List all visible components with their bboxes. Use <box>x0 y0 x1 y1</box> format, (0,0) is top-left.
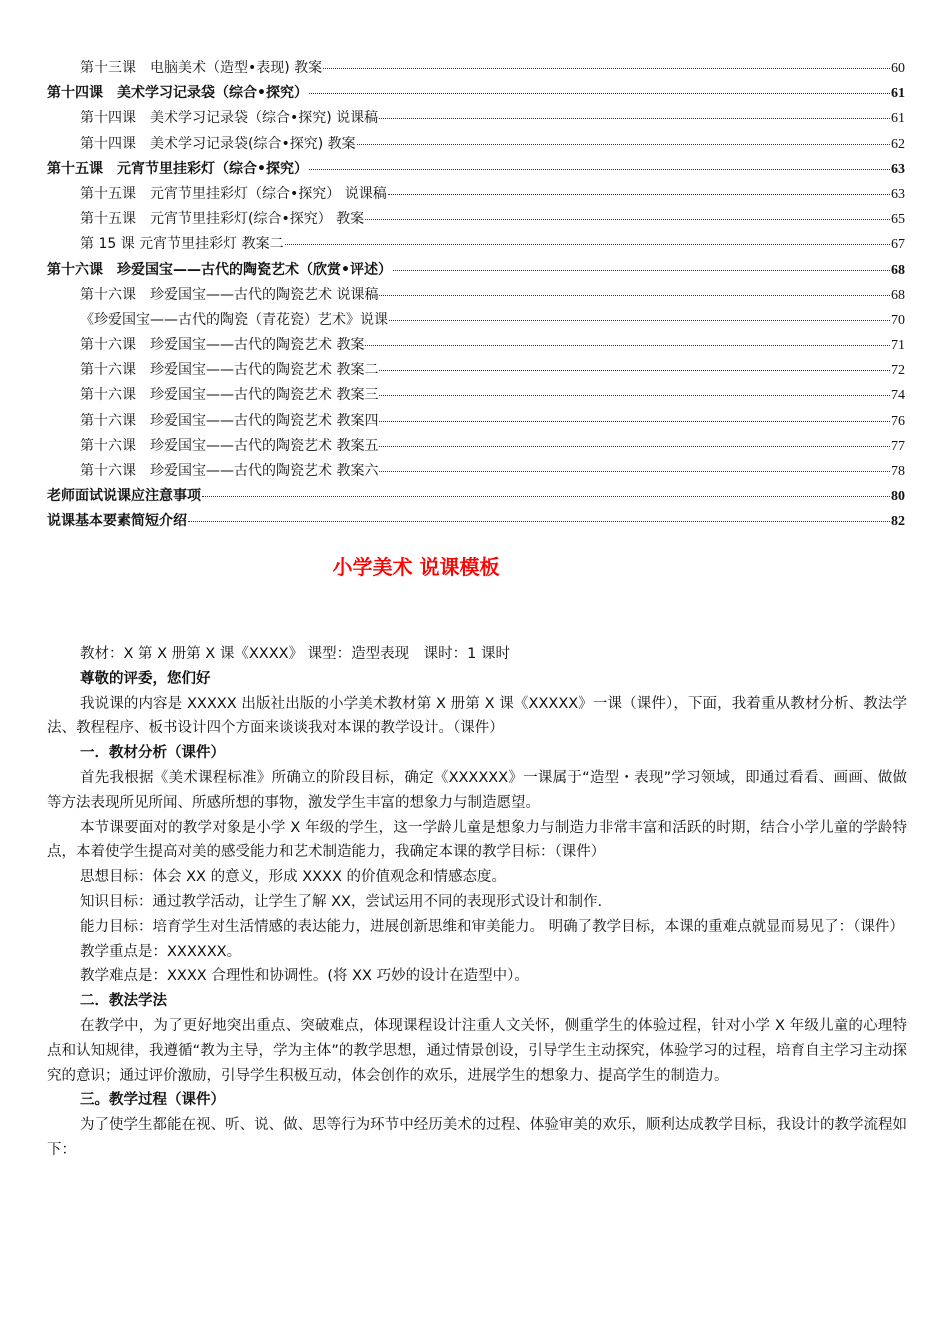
document-body <box>47 642 907 1163</box>
section-heading: 二．教法学法 <box>80 993 167 1010</box>
toc-dot-leader <box>388 193 890 195</box>
toc-entry[interactable] <box>47 56 905 81</box>
toc-page-number: 63 <box>891 186 905 202</box>
toc-entry[interactable] <box>47 308 905 333</box>
toc-entry-title: 第十五课 元宵节里挂彩灯（综合•探究） 说课稿 <box>80 185 387 202</box>
toc-dot-leader <box>285 243 890 245</box>
toc-entry-title: 第十三课 电脑美术（造型•表现) 教案 <box>80 60 323 76</box>
toc-entry-title: 第十五课 元宵节里挂彩灯（综合•探究） <box>47 160 308 177</box>
toc-page-number: 65 <box>891 212 905 228</box>
toc-entry-title: 第十六课 珍爱国宝——古代的陶瓷艺术 教案 <box>80 337 365 354</box>
toc-entry-title: 第十六课 珍爱国宝——古代的陶瓷艺术 说课稿 <box>80 286 379 303</box>
toc-dot-leader <box>379 294 890 296</box>
toc-entry-title: 老师面试说课应注意事项 <box>47 488 201 505</box>
body-paragraph: 教学重点是：XXXXXX。 <box>80 943 242 960</box>
toc-page-number: 63 <box>891 161 905 177</box>
toc-dot-leader <box>309 168 890 170</box>
toc-dot-leader <box>379 394 890 396</box>
toc-dot-leader <box>365 218 890 220</box>
body-paragraph: 能力目标：培育学生对生活情感的表达能力，进展创新思维和审美能力。 明确了教学目标，本课的重难点就显而易见了：（课件） <box>80 918 904 935</box>
toc-entry-title: 第 15 课 元宵节里挂彩灯 教案二 <box>80 236 284 253</box>
toc-dot-leader <box>309 92 890 94</box>
toc-page-number: 61 <box>891 111 905 127</box>
toc-entry[interactable] <box>47 383 905 408</box>
toc-entry-title: 第十六课 珍爱国宝——古代的陶瓷艺术 教案六 <box>80 463 379 479</box>
toc-entry[interactable] <box>47 106 905 131</box>
toc-dot-leader <box>379 420 890 422</box>
toc-entry[interactable] <box>47 333 905 358</box>
toc-entry[interactable] <box>47 434 905 459</box>
section-heading: 一．教材分析（课件） <box>80 745 225 762</box>
toc-dot-leader <box>202 495 890 497</box>
toc-entry-title: 第十四课 美术学习记录袋（综合•探究） <box>47 85 308 102</box>
toc-entry-title: 第十五课 元宵节里挂彩灯(综合•探究） 教案 <box>80 211 365 228</box>
toc-page-number: 70 <box>891 312 905 328</box>
body-paragraph: 教材：X 第 X 册第 X 课《XXXX》 课型：造型表现 课时：1 课时 <box>80 646 511 662</box>
toc-dot-leader <box>357 143 890 145</box>
toc-page-number: 77 <box>891 438 905 454</box>
toc-entry-title: 说课基本要素简短介绍 <box>47 513 187 530</box>
toc-entry[interactable] <box>47 283 905 308</box>
body-paragraph: 尊敬的评委，您们好 <box>80 670 211 687</box>
toc-entry[interactable] <box>47 258 905 283</box>
toc-entry[interactable] <box>47 132 905 157</box>
toc-entry[interactable] <box>47 484 905 509</box>
toc-entry[interactable] <box>47 207 905 232</box>
toc-page-number: 68 <box>891 262 905 278</box>
toc-entry[interactable] <box>47 157 905 182</box>
toc-dot-leader <box>393 269 890 271</box>
toc-entry-title: 第十六课 珍爱国宝——古代的陶瓷艺术 教案五 <box>80 437 379 454</box>
toc-dot-leader <box>389 319 890 321</box>
toc-page-number: 72 <box>891 363 905 379</box>
toc-entry-title: 第十六课 珍爱国宝——古代的陶瓷艺术 教案二 <box>80 362 379 379</box>
toc-entry[interactable] <box>47 81 905 106</box>
toc-entry[interactable] <box>47 182 905 207</box>
toc-entry[interactable] <box>47 232 905 257</box>
toc-entry-title: 第十六课 珍爱国宝——古代的陶瓷艺术 教案四 <box>80 412 379 429</box>
toc-dot-leader <box>379 445 890 447</box>
toc-page-number: 68 <box>891 287 905 303</box>
toc-page-number: 74 <box>891 388 905 404</box>
toc-page-number: 62 <box>891 136 905 152</box>
toc-entry[interactable] <box>47 509 905 534</box>
body-paragraph: 思想目标：体会 XX 的意义，形成 XXXX 的价值观念和情感态度。 <box>80 869 507 886</box>
toc-page-number: 71 <box>891 338 905 354</box>
toc-page-number: 67 <box>891 237 905 253</box>
toc-entry[interactable] <box>47 409 905 434</box>
body-paragraph: 我说课的内容是 XXXXX 出版社出版的小学美术教材第 X 册第 X 课《XXXXX》一课（课件），下面，我着重从教材分析、教法学法、教程程序、板书设计四个方面来谈谈我对本课的教学设计。（课件） <box>47 695 907 737</box>
toc-page-number: 76 <box>891 413 905 429</box>
toc-dot-leader <box>379 117 890 119</box>
toc-dot-leader <box>379 470 890 472</box>
toc-page-number: 82 <box>891 514 905 530</box>
toc-entry-title: 第十六课 珍爱国宝——古代的陶瓷艺术（欣赏•评述） <box>47 261 392 278</box>
section-heading: 三。教学过程（课件） <box>80 1092 225 1109</box>
document-title: 小学美术 说课模板 <box>332 555 500 579</box>
toc-entry[interactable] <box>47 358 905 383</box>
toc-page-number: 78 <box>891 464 905 479</box>
toc-entry-title: 第十四课 美术学习记录袋(综合•探究) 教案 <box>80 135 356 152</box>
body-paragraph: 在教学中，为了更好地突出重点、突破难点，体现课程设计注重人文关怀，侧重学生的体验过程，针对小学 X 年级儿童的心理特点和认知规律，我遵循“教为主导，学为主体”的教学思想，通过情景创设，引导学生主动探究，体验学习的过程，培育自主学习主动探究的意识；通过评价激励，引导学生积极互动，体会创作的欢乐，进展学生的想象力、提高学生的制造力。 <box>47 1017 907 1084</box>
body-paragraph: 知识目标：通过教学活动，让学生了解 XX，尝试运用不同的表现形式设计和制作. <box>80 893 603 910</box>
body-paragraph: 为了使学生都能在视、听、说、做、思等行为环节中经历美术的过程、体验审美的欢乐，顺利达成教学目标，我设计的教学流程如下： <box>47 1117 907 1158</box>
table-of-contents <box>47 56 905 535</box>
toc-dot-leader <box>379 369 890 371</box>
toc-dot-leader <box>188 520 890 522</box>
body-paragraph: 首先我根据《美术课程标准》所确立的阶段目标，确定《XXXXXX》一课属于“造型・表现”学习领域，即通过看看、画画、做做等方法表现所见所闻、所感所想的事物，激发学生丰富的想象力与制造愿望。 <box>47 769 907 811</box>
toc-page-number: 61 <box>891 86 905 102</box>
toc-entry-title: 第十六课 珍爱国宝——古代的陶瓷艺术 教案三 <box>80 387 379 404</box>
toc-dot-leader <box>365 344 890 346</box>
toc-page-number: 80 <box>891 489 905 505</box>
toc-entry-title: 《珍爱国宝——古代的陶瓷（青花瓷）艺术》说课 <box>80 311 388 328</box>
body-paragraph: 本节课要面对的教学对象是小学 X 年级的学生，这一学龄儿童是想象力与制造力非常丰富和活跃的时期，结合小学儿童的学龄特点，本着使学生提高对美的感受能力和艺术制造能力，我确定本课的教学目标：（课件） <box>47 819 907 861</box>
toc-entry[interactable] <box>47 459 905 484</box>
toc-entry-title: 第十四课 美术学习记录袋（综合•探究) 说课稿 <box>80 110 379 127</box>
body-paragraph: 教学难点是：XXXX 合理性和协调性。(将 XX 巧妙的设计在造型中）。 <box>80 968 529 985</box>
toc-page-number: 60 <box>891 61 905 76</box>
toc-dot-leader <box>323 67 890 69</box>
